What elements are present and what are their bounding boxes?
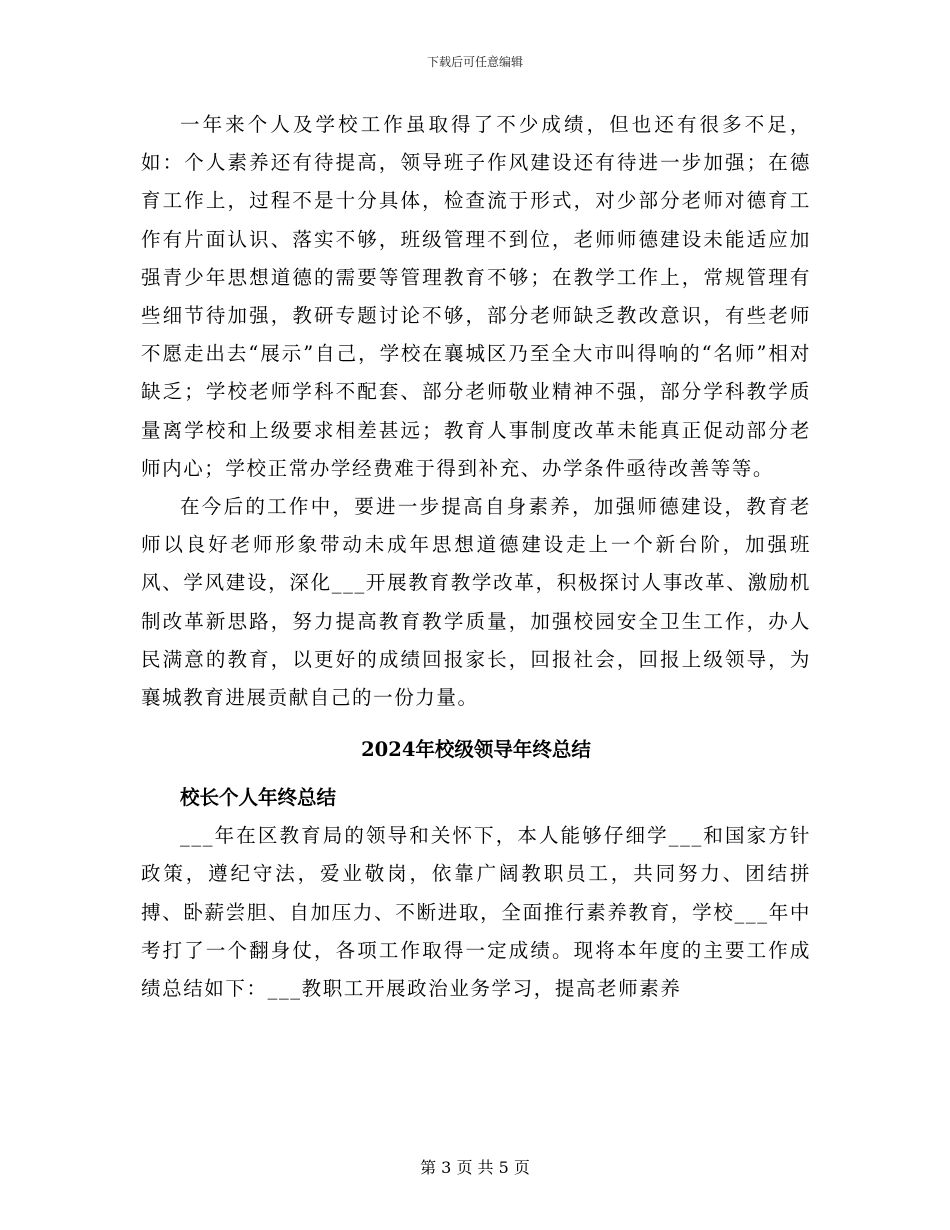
paragraph-future-work: 在今后的工作中，要进一步提高自身素养，加强师德建设，教育老师以良好老师形象带动未成年思想道德建设走上一个新台阶，加强班风、学风建设，深化___开展教育教学改革，积极探讨人事改革、激励机制改革新思路，努力提高教育教学质量，加强校园安全卫生工作，办人民满意的教育，以更好的成绩回报家长，回报社会，回报上级领导，为襄城教育进展贡献自己的一份力量。	[141, 495, 811, 710]
section-title: 2024年校级领导年终总结	[361, 738, 591, 762]
paragraph-shortcomings: 一年来个人及学校工作虽取得了不少成绩，但也还有很多不足，如：个人素养还有待提高，领导班子作风建设还有待进一步加强；在德育工作上，过程不是十分具体，检查流于形式，对少部分老师对德育工作有片面认识、落实不够，班级管理不到位，老师师德建设未能适应加强青少年思想道德的需要等管理教育不够；在教学工作上，常规管理有些细节待加强，教研专题讨论不够，部分老师缺乏教改意识，有些老师不愿走出去“展示”自己，学校在襄城区乃至全大市叫得响的“名师”相对缺乏；学校老师学科不配套、部分老师敬业精神不强，部分学科教学质量离学校和上级要求相差甚远；教育人事制度改革未能真正促动部分老师内心；学校正常办学经费难于得到补充、办学条件亟待改善等等。	[141, 113, 811, 480]
page-header: 下载后可任意编辑	[426, 55, 523, 69]
section-subtitle: 校长个人年终总结	[180, 786, 337, 810]
page-number: 第 3 页 共 5 页	[420, 1158, 530, 1177]
document-body	[141, 106, 811, 1008]
paragraph-principal-summary: ___年在区教育局的领导和关怀下，本人能够仔细学___和国家方针政策，遵纪守法，爱业敬岗，依靠广阔教职员工，共同努力、团结拼搏、卧薪尝胆、自加压力、不断进取，全面推行素养教育，学校___年中考打了一个翻身仗，各项工作取得一定成绩。现将本年度的主要工作成绩总结如下：___教职工开展政治业务学习，提高老师素养	[141, 824, 811, 1001]
